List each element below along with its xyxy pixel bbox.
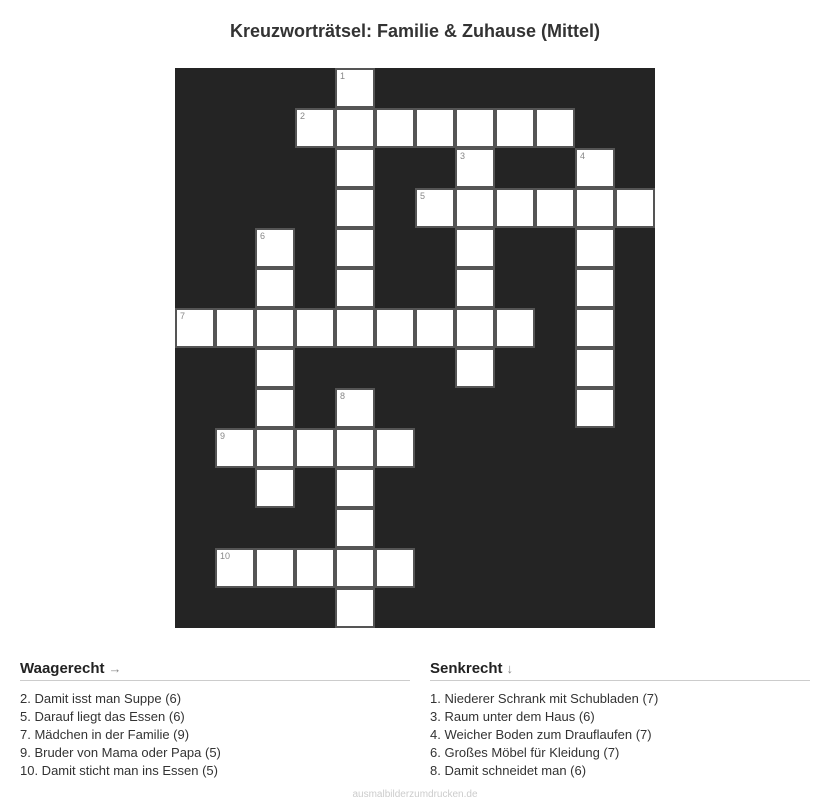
grid-cell[interactable]: [335, 468, 375, 508]
grid-cell-black: [295, 228, 335, 268]
grid-cell[interactable]: [255, 388, 295, 428]
grid-cell-black: [455, 508, 495, 548]
grid-cell-black: [175, 468, 215, 508]
grid-cell[interactable]: [335, 428, 375, 468]
grid-cell-black: [295, 268, 335, 308]
cell-number: 8: [340, 391, 346, 401]
grid-cell-black: [255, 188, 295, 228]
grid-cell-black: [495, 468, 535, 508]
grid-cell-black: [175, 588, 215, 628]
grid-cell-black: [535, 228, 575, 268]
cell-number: 9: [220, 431, 226, 441]
grid-cell-black: [615, 348, 655, 388]
grid-cell[interactable]: [295, 428, 335, 468]
grid-cell-black: [295, 348, 335, 388]
grid-cell[interactable]: [375, 548, 415, 588]
grid-cell[interactable]: [295, 108, 335, 148]
grid-cell-black: [255, 108, 295, 148]
grid-cell[interactable]: [335, 388, 375, 428]
grid-cell[interactable]: [255, 348, 295, 388]
clue-item: 8. Damit schneidet man (6): [430, 763, 587, 778]
grid-cell[interactable]: [375, 108, 415, 148]
grid-cell-black: [175, 228, 215, 268]
grid-cell[interactable]: [455, 108, 495, 148]
clue-item: 5. Darauf liegt das Essen (6): [20, 709, 185, 724]
cell-number: 10: [220, 551, 231, 561]
grid-cell[interactable]: [455, 348, 495, 388]
grid-cell-black: [615, 588, 655, 628]
grid-cell-black: [295, 588, 335, 628]
grid-cell-black: [495, 148, 535, 188]
grid-cell-black: [535, 388, 575, 428]
grid-cell-black: [175, 108, 215, 148]
grid-cell-black: [255, 148, 295, 188]
across-section: [20, 660, 410, 780]
grid-cell-black: [215, 388, 255, 428]
clue-item: 4. Weicher Boden zum Drauflaufen (7): [430, 727, 652, 742]
grid-cell-black: [215, 348, 255, 388]
grid-cell-black: [415, 588, 455, 628]
grid-cell-black: [215, 148, 255, 188]
grid-cell-black: [415, 148, 455, 188]
grid-cell-black: [615, 468, 655, 508]
down-clue-list: [430, 690, 810, 780]
clue-item: 10. Damit sticht man ins Essen (5): [20, 763, 218, 778]
grid-cell-black: [575, 68, 615, 108]
grid-cell-black: [215, 188, 255, 228]
grid-cell-black: [415, 68, 455, 108]
grid-cell-black: [295, 508, 335, 548]
grid-cell[interactable]: [335, 188, 375, 228]
grid-cell[interactable]: [575, 268, 615, 308]
across-heading: [20, 660, 410, 681]
grid-cell-black: [455, 468, 495, 508]
grid-cell-black: [175, 268, 215, 308]
grid-cell[interactable]: [575, 228, 615, 268]
grid-cell-black: [575, 508, 615, 548]
grid-cell[interactable]: [295, 548, 335, 588]
clue-item: 3. Raum unter dem Haus (6): [430, 709, 595, 724]
grid-cell-black: [495, 388, 535, 428]
grid-cell-black: [535, 308, 575, 348]
grid-cell[interactable]: [575, 188, 615, 228]
grid-cell-black: [175, 348, 215, 388]
grid-cell-black: [375, 348, 415, 388]
grid-cell[interactable]: [535, 108, 575, 148]
grid-cell[interactable]: [455, 308, 495, 348]
grid-cell-black: [415, 428, 455, 468]
grid-cell[interactable]: [335, 108, 375, 148]
grid-cell-black: [455, 548, 495, 588]
cell-number: 5: [420, 191, 426, 201]
grid-cell-black: [455, 68, 495, 108]
grid-cell-black: [535, 428, 575, 468]
grid-cell-black: [215, 268, 255, 308]
grid-cell-black: [375, 468, 415, 508]
grid-cell[interactable]: [335, 228, 375, 268]
grid-cell-black: [415, 228, 455, 268]
grid-cell-black: [175, 548, 215, 588]
grid-cell[interactable]: [335, 588, 375, 628]
grid-cell-black: [215, 108, 255, 148]
grid-cell-black: [615, 308, 655, 348]
grid-cell[interactable]: [415, 188, 455, 228]
grid-cell-black: [295, 188, 335, 228]
grid-cell-black: [615, 228, 655, 268]
grid-cell-black: [255, 68, 295, 108]
grid-cell[interactable]: [255, 548, 295, 588]
grid-cell[interactable]: [455, 188, 495, 228]
grid-cell[interactable]: [295, 308, 335, 348]
down-heading: [430, 660, 810, 681]
grid-cell-black: [575, 468, 615, 508]
clue-item: 6. Großes Möbel für Kleidung (7): [430, 745, 620, 760]
grid-cell-black: [455, 388, 495, 428]
grid-cell-black: [335, 348, 375, 388]
clues-section: [20, 660, 810, 780]
grid-cell-black: [255, 588, 295, 628]
grid-cell[interactable]: [415, 108, 455, 148]
grid-cell-black: [255, 508, 295, 548]
grid-cell[interactable]: [215, 428, 255, 468]
grid-cell[interactable]: [495, 308, 535, 348]
grid-cell-black: [615, 148, 655, 188]
grid-cell-black: [415, 548, 455, 588]
grid-cell-black: [615, 108, 655, 148]
grid-cell-black: [215, 468, 255, 508]
grid-cell[interactable]: [375, 428, 415, 468]
grid-cell[interactable]: [615, 188, 655, 228]
grid-cell-black: [495, 508, 535, 548]
page-title: Kreuzworträtsel: Familie & Zuhause (Mittel): [229, 21, 601, 41]
across-title: Waagerecht: [20, 660, 105, 677]
grid-cell-black: [535, 548, 575, 588]
cell-number: 1: [340, 71, 346, 81]
grid-cell[interactable]: [495, 188, 535, 228]
grid-cell-black: [415, 268, 455, 308]
grid-cell-black: [415, 508, 455, 548]
cell-number: 7: [180, 311, 186, 321]
grid-cell-black: [415, 388, 455, 428]
grid-cell-black: [535, 508, 575, 548]
grid-cell-black: [175, 148, 215, 188]
grid-cell-black: [375, 68, 415, 108]
cell-number: 3: [460, 151, 466, 161]
crossword-grid: [175, 68, 655, 628]
grid-cell-black: [615, 548, 655, 588]
grid-cell-black: [215, 68, 255, 108]
grid-cell[interactable]: [255, 428, 295, 468]
grid-cell[interactable]: [575, 148, 615, 188]
grid-cell[interactable]: [215, 308, 255, 348]
grid-cell-black: [615, 68, 655, 108]
grid-cell-black: [295, 388, 335, 428]
grid-cell-black: [615, 388, 655, 428]
grid-cell-black: [375, 588, 415, 628]
grid-cell[interactable]: [335, 308, 375, 348]
grid-cell-black: [535, 68, 575, 108]
grid-cell-black: [175, 508, 215, 548]
grid-cell[interactable]: [575, 388, 615, 428]
clue-item: 9. Bruder von Mama oder Papa (5): [20, 745, 221, 760]
grid-cell-black: [535, 348, 575, 388]
grid-cell-black: [615, 268, 655, 308]
grid-cell[interactable]: [335, 68, 375, 108]
grid-cell-black: [615, 508, 655, 548]
grid-cell-black: [535, 148, 575, 188]
grid-cell-black: [415, 468, 455, 508]
right-arrow-icon: →: [108, 661, 122, 676]
grid-cell-black: [615, 428, 655, 468]
grid-cell-black: [175, 428, 215, 468]
grid-cell[interactable]: [575, 308, 615, 348]
grid-cell-black: [375, 188, 415, 228]
grid-cell-black: [295, 468, 335, 508]
grid-cell-black: [215, 228, 255, 268]
grid-cell-black: [175, 388, 215, 428]
grid-cell[interactable]: [455, 148, 495, 188]
grid-cell-black: [575, 548, 615, 588]
grid-cell-black: [375, 388, 415, 428]
grid-cell-black: [375, 148, 415, 188]
grid-cell-black: [175, 68, 215, 108]
grid-cell-black: [495, 348, 535, 388]
grid-cell-black: [535, 468, 575, 508]
clue-item: 2. Damit isst man Suppe (6): [20, 691, 182, 706]
grid-cell-black: [175, 188, 215, 228]
grid-cell-black: [495, 548, 535, 588]
grid-cell-black: [295, 148, 335, 188]
cell-number: 2: [300, 111, 306, 121]
grid-cell-black: [415, 348, 455, 388]
down-title: Senkrecht: [430, 660, 503, 677]
grid-cell-black: [375, 228, 415, 268]
across-clue-list: [20, 690, 410, 780]
grid-cell[interactable]: [255, 468, 295, 508]
grid-cell-black: [495, 228, 535, 268]
grid-cell[interactable]: [215, 548, 255, 588]
grid-cell-black: [535, 268, 575, 308]
grid-cell-black: [495, 588, 535, 628]
grid-cell[interactable]: [535, 188, 575, 228]
grid-cell[interactable]: [495, 108, 535, 148]
clue-item: 7. Mädchen in der Familie (9): [20, 727, 190, 742]
grid-cell[interactable]: [255, 308, 295, 348]
grid-cell[interactable]: [175, 308, 215, 348]
down-arrow-icon: ↓: [506, 661, 514, 676]
grid-cell-black: [575, 588, 615, 628]
grid-cell[interactable]: [335, 148, 375, 188]
grid-cell[interactable]: [335, 548, 375, 588]
cell-number: 4: [580, 151, 586, 161]
footer-site-name: ausmalbilderzumdrucken.de: [352, 789, 478, 800]
grid-cell[interactable]: [335, 268, 375, 308]
grid-cell-black: [295, 68, 335, 108]
grid-cell[interactable]: [335, 508, 375, 548]
grid-cell[interactable]: [455, 228, 495, 268]
clue-item: 1. Niederer Schrank mit Schubladen (7): [430, 691, 659, 706]
grid-cell-black: [215, 508, 255, 548]
grid-cell-black: [375, 268, 415, 308]
grid-cell[interactable]: [255, 228, 295, 268]
cell-number: 6: [260, 231, 266, 241]
grid-cell-black: [495, 268, 535, 308]
grid-cell-black: [455, 428, 495, 468]
grid-cell-black: [215, 588, 255, 628]
grid-cell[interactable]: [375, 308, 415, 348]
grid-cell[interactable]: [575, 348, 615, 388]
grid-cell[interactable]: [255, 268, 295, 308]
down-section: [430, 660, 810, 780]
grid-cell-black: [535, 588, 575, 628]
grid-cell-black: [495, 68, 535, 108]
grid-cell-black: [575, 428, 615, 468]
grid-cell-black: [495, 428, 535, 468]
grid-cell-black: [455, 588, 495, 628]
grid-cell[interactable]: [415, 308, 455, 348]
grid-cell[interactable]: [455, 268, 495, 308]
grid-cell-black: [575, 108, 615, 148]
grid-cell-black: [375, 508, 415, 548]
